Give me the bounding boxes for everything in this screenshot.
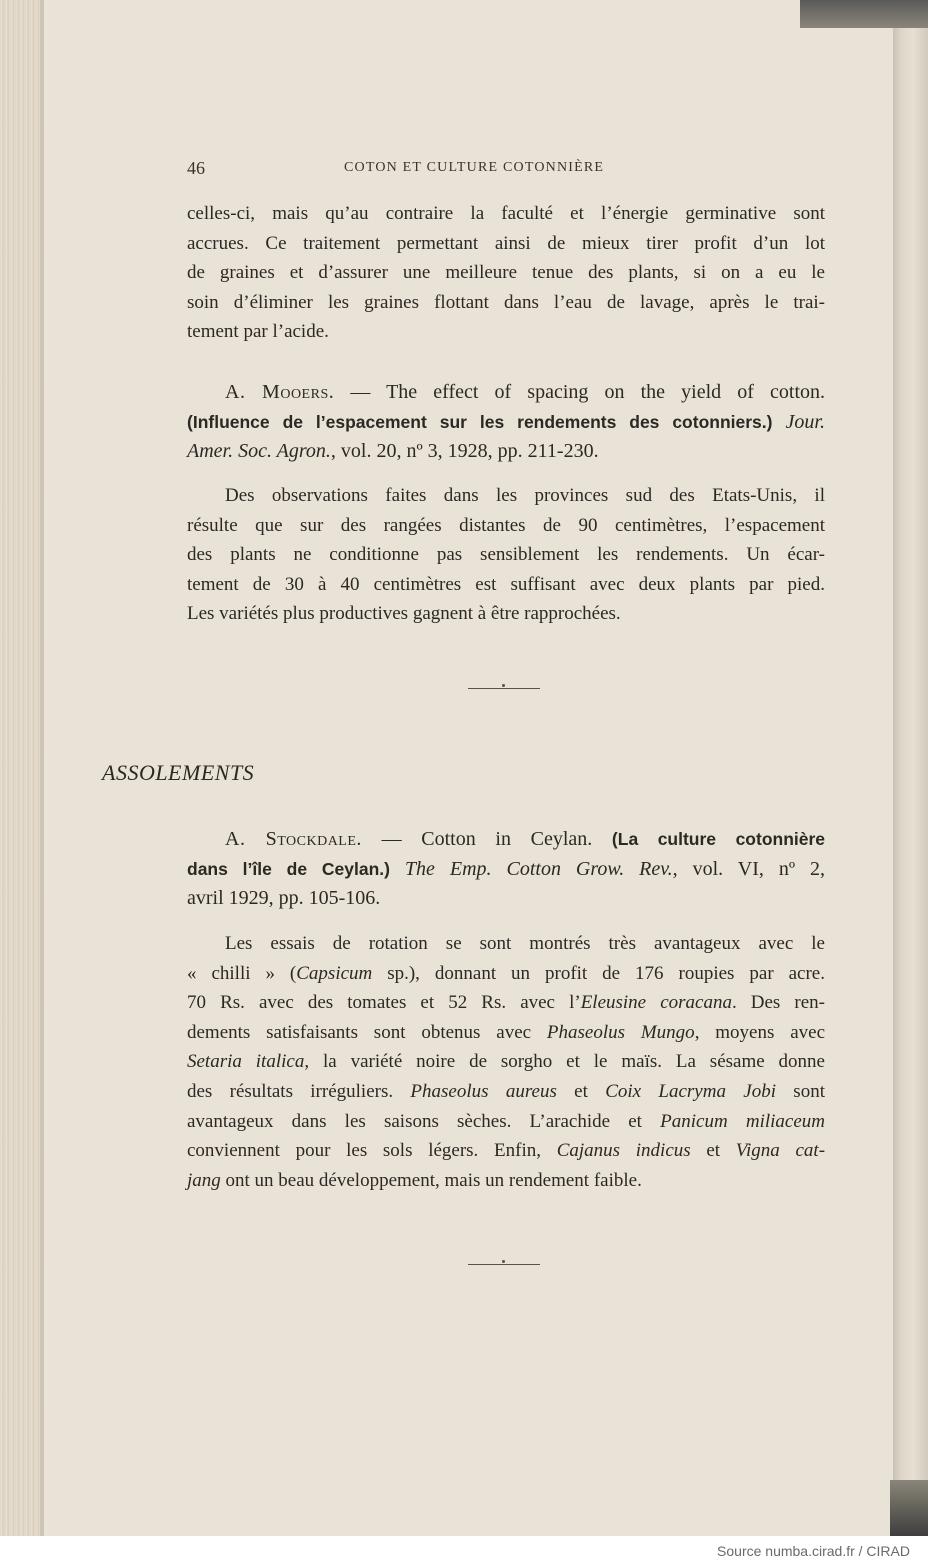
species-name: Coix Lacryma Jobi — [605, 1080, 776, 1102]
text-run: dements satisfaisants sont obtenus avec — [187, 1021, 547, 1043]
entry-stockdale-body — [187, 929, 825, 1195]
journal: The Emp. Cotton Grow. Rev. — [404, 857, 673, 880]
entry-mooers-body — [187, 481, 825, 629]
text-run: conviennent pour les sols légers. Enfin, — [187, 1140, 557, 1162]
text-line: soin d’éliminer les graines flottant dans l’eau de lavage, après le trai- — [187, 291, 825, 313]
text-run: 70 Rs. avec des tomates et 52 Rs. avec l’ — [187, 992, 581, 1014]
text-line — [187, 988, 825, 1018]
species-name: Panicum miliaceum — [660, 1110, 825, 1132]
text-line: résulte que sur des rangées distantes de 90 centimètres, l’espacement — [187, 514, 825, 536]
page-stack-right-edge — [893, 0, 928, 1536]
section-ornament — [468, 1260, 540, 1270]
title-en: Cotton in Ceylan. — [421, 828, 593, 850]
text-line: accrues. Ce traitement permettant ainsi de mieux tirer profit d’un lot — [187, 232, 825, 254]
species-name: jang — [187, 1169, 221, 1191]
text-line: celles-ci, mais qu’au contraire la faculté et l’énergie germinative sont — [187, 203, 825, 224]
reference-line — [187, 378, 825, 408]
title-fr: dans l’île de Ceylan.) — [187, 858, 390, 879]
text-run: « chilli » ( — [187, 962, 297, 984]
text-line: des plants ne conditionne pas sensiblement les rendements. Un écar- — [187, 544, 825, 566]
author: A. Mooers. — [225, 381, 335, 403]
text-run: , la variété noire de sorgho et le maïs. La sésame donne — [304, 1051, 825, 1073]
binding-top — [800, 0, 928, 28]
ornament-dot — [502, 1260, 505, 1263]
text-line: tement de 30 à 40 centimètres est suffisant avec deux plants par pied. — [187, 573, 825, 595]
text-line — [187, 1136, 825, 1166]
text-line — [187, 1018, 825, 1048]
source-credit: Source numba.cirad.fr / CIRAD — [717, 1543, 910, 1559]
species-name: Eleusine coracana — [580, 992, 732, 1014]
title-fr: (Influence de l’espacement sur les rendements des cotonniers.) — [187, 411, 773, 432]
reference-line — [187, 437, 825, 467]
text-run: ont un beau développement, mais un rendement faible. — [220, 1169, 642, 1191]
text-run: et — [556, 1080, 606, 1102]
ornament-rule — [468, 688, 540, 689]
reference-line — [187, 855, 825, 885]
ornament-dot — [502, 684, 505, 687]
species-name: Vigna cat- — [735, 1140, 826, 1162]
text-run: avantageux dans les saisons sèches. L’arachide et — [187, 1110, 661, 1132]
top-paragraph — [187, 199, 825, 347]
text-line: Les essais de rotation se sont montrés très avantageux avec le — [225, 933, 825, 954]
title-en: The effect of spacing on the yield of cotton. — [386, 381, 826, 403]
text-line — [187, 1166, 825, 1196]
text-run: des résultats irréguliers. — [187, 1080, 411, 1102]
text-run: et — [690, 1140, 736, 1162]
reference-entry-stockdale — [187, 825, 825, 914]
text-line: Les variétés plus productives gagnent à être rapprochées. — [187, 603, 621, 625]
reference-entry-mooers — [187, 378, 825, 467]
binding-bottom — [890, 1480, 928, 1536]
text-run: sp.), donnant un profit de 176 roupies par acre. — [372, 962, 825, 984]
species-name: Phaseolus aureus — [410, 1080, 557, 1102]
text-line — [187, 959, 825, 989]
species-name: Setaria italica — [187, 1051, 305, 1073]
species-name: Capsicum — [296, 962, 373, 984]
text-line: de graines et d’assurer une meilleure tenue des plants, si on a eu le — [187, 262, 825, 284]
species-name: Cajanus indicus — [556, 1140, 691, 1162]
citation: , vol. 20, nº 3, 1928, pp. 211-230. — [330, 440, 599, 463]
text-line: tement par l’acide. — [187, 321, 329, 343]
text-line — [187, 1107, 825, 1137]
author: A. Stockdale. — [225, 828, 362, 850]
text-line: Des observations faites dans les provinces sud des Etats-Unis, il — [225, 485, 825, 506]
text-run: . Des ren- — [731, 992, 825, 1014]
page-stack-left-edge — [0, 0, 44, 1536]
section-ornament — [468, 684, 540, 694]
reference-line — [187, 825, 825, 855]
dash: — — [350, 381, 371, 403]
dash: — — [381, 828, 402, 850]
ornament-rule — [468, 1264, 540, 1265]
journal: Amer. Soc. Agron. — [187, 440, 331, 463]
text-line — [187, 1047, 825, 1077]
section-heading: ASSOLEMENTS — [102, 760, 255, 785]
reference-line — [187, 408, 825, 438]
species-name: Phaseolus Mungo — [546, 1021, 695, 1043]
reference-line: avril 1929, pp. 105-106. — [187, 887, 381, 910]
journal: Jour. — [785, 410, 825, 433]
title-fr: (La culture cotonnière — [611, 829, 826, 849]
text-run: sont — [775, 1080, 825, 1102]
text-run: , moyens avec — [694, 1021, 826, 1043]
text-line — [187, 1077, 825, 1107]
running-title: COTON ET CULTURE COTONNIÈRE — [344, 160, 605, 175]
citation: , vol. VI, nº 2, — [672, 857, 825, 880]
page-number: 46 — [187, 158, 205, 178]
running-head — [187, 158, 667, 182]
